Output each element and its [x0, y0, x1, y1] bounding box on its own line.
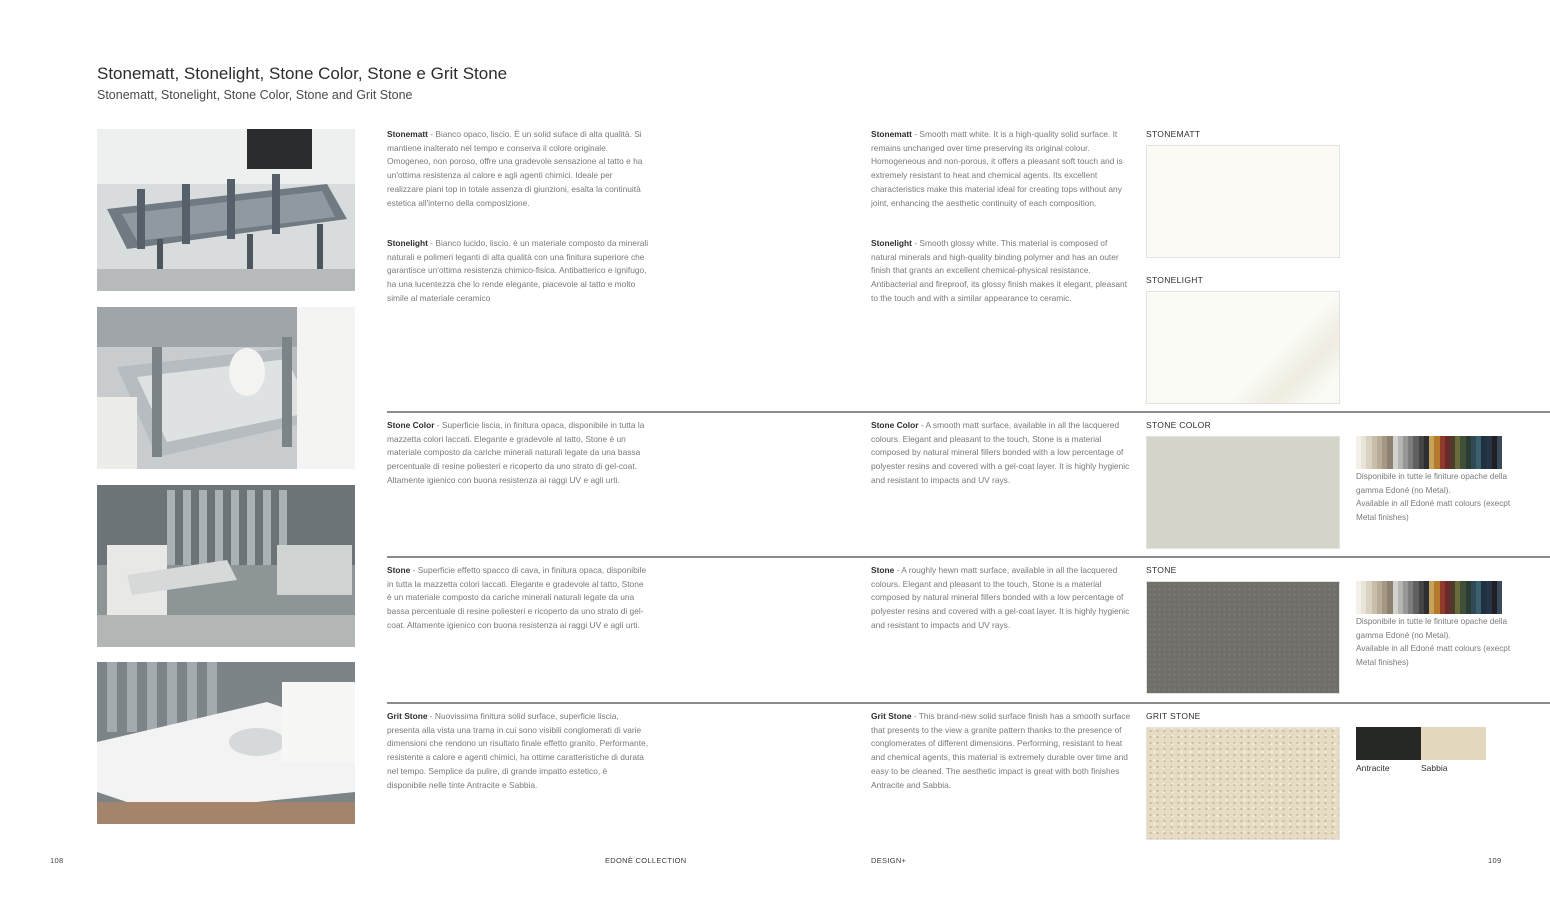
antracite-swatch: [1356, 727, 1421, 760]
footer-line: DESIGN+: [871, 856, 907, 865]
availability-text-it: Disponibile in tutte le finiture opache della gamma Edoné (no Metal).: [1356, 617, 1508, 640]
stone-color-description-it: Stone Color - Superficie liscia, in finitura opaca, disponibile in tutta la mazzetta colori laccati. Elegante e gradevole al tatto, Stone è un materiale composto da cariche minerali naturali legate da una bassa percentuale di resine poliesteri e ricoperto da uno strato di gel-coat. Altamente igienico con buona resistenza ai raggi UV e agli urti.: [387, 420, 645, 485]
stonelight-description-it: Stonelight - Bianco lucido, liscio. è un materiale composto da minerali naturali e polimeri leganti di alta qualità con una finitura superiore che garantisce un'ottima resistenza chimico-fisica. Antibatterico e ignifugo, ha una lucentezza che lo rende elegante, piacevole al tatto e molto simile al materiale ceramico: [387, 238, 649, 303]
page-subtitle: Stonematt, Stonelight, Stone Color, Stone and Grit Stone: [97, 88, 413, 102]
availability-text-en: Available in all Edoné matt colours (execpt Metal finishes): [1356, 644, 1511, 668]
footer-brand: EDONÈ COLLECTION: [605, 856, 687, 865]
stone-color-label: STONE COLOR: [1146, 420, 1212, 430]
stone-color-description-en: Stone Color - A smooth matt surface, available in all the lacquered colours. Elegant and pleasant to the touch, Stone is a material composed by natural mineral fillers bonded with a low percentage of polyester resins and covered with a gel-coat layer. It is highly hygienic and resistant to impacts and UV rays.: [871, 420, 1130, 485]
stonelight-label: STONELIGHT: [1146, 275, 1204, 285]
production-photo-mould-frame: [97, 129, 355, 291]
stone-label: STONE: [1146, 565, 1177, 575]
production-photo-worker-mould: [97, 307, 355, 469]
sabbia-swatch: [1421, 727, 1486, 760]
stone-description-en: Stone - A roughly hewn matt surface, available in all the lacquered colours. Elegant and pleasant to the touch, Stone is a material composed by natural mineral fillers bonded with a low percentage of polyester resins and covered with a gel-coat layer. It is highly hygienic and resistant to impacts and UV rays.: [871, 565, 1130, 630]
grit-stone-swatch: [1146, 727, 1340, 840]
section-divider: [387, 411, 1550, 413]
stone-swatch: [1146, 581, 1340, 694]
grit-stone-label: GRIT STONE: [1146, 711, 1201, 721]
page-title: Stonematt, Stonelight, Stone Color, Stone e Grit Stone: [97, 64, 508, 83]
palette-color-chip: [1497, 581, 1502, 614]
antracite-label: Antracite: [1356, 763, 1390, 773]
stone-description-it: Stone - Superficie effetto spacco di cava, in finitura opaca, disponibile in tutta la mazzetta colori laccati. Elegante e gradevole al tatto, Stone è un materiale composto da cariche minerali naturali legate da una bassa percentuale di resine poliesteri e ricoperto da uno strato di gel-coat. Altamente igienico con buona resistenza ai raggi UV e agli urti.: [387, 565, 647, 630]
page-number-right: 109: [1488, 856, 1502, 865]
stone-color-swatch: [1146, 436, 1340, 549]
stonematt-description-it: Stonematt - Bianco opaco, liscio. È un solid suface di alta qualità. Si mantiene inalterato nel tempo e conserva il colore originale. Omogeneo, non poroso, offre una gradevole sensazione al tatto e ha un'ottima resistenza al calore e agli agenti chimici. Ideale per realizzare piani top in totale assenza di giunzioni, esalta la continuità estetica all'interno della composizione.: [387, 129, 643, 208]
stone-palette-strip: [1356, 581, 1502, 614]
stonelight-description-en: Stonelight - Smooth glossy white. This material is composed of natural minerals and high-quality binding polymer and has an outer finish that grants an excellent chemical-physical resistance. Antibacterial and fireproof, its glossy finish makes it elegant, pleasant to the touch and with a similar appearance to ceramic.: [871, 238, 1128, 303]
stone-color-availability: [1356, 470, 1516, 525]
availability-text-it: Disponibile in tutte le finiture opache della gamma Edoné (no Metal).: [1356, 472, 1508, 495]
production-photo-polishing: [97, 662, 355, 824]
sabbia-label: Sabbia: [1421, 763, 1448, 773]
stone-color-palette-strip: [1356, 436, 1502, 469]
stone-availability: [1356, 615, 1516, 670]
grit-stone-description-en: Grit Stone - This brand-new solid surface finish has a smooth surface that presents to the view a granite pattern thanks to the presence of conglomerates of different dimensions. Performing, resistant to heat and chemical agents, this material is extremely durable over time and easy to be cleaned. The aesthetic impact is great with both finishes Antracite and Sabbia.: [871, 711, 1131, 790]
availability-text-en: Available in all Edoné matt colours (execpt Metal finishes): [1356, 499, 1511, 523]
section-divider: [387, 702, 1550, 704]
stonematt-description-en: Stonematt - Smooth matt white. It is a high-quality solid surface. It remains unchanged over time preserving its original colour. Homogeneous and non-porous, it offers a pleasant soft touch and is extremely resistant to heat and chemical agents. Its excellent characteristics make this material ideal for creating tops without any joint, enhancing the aesthetic continuity of each composition.: [871, 129, 1123, 208]
stonelight-swatch: [1146, 291, 1340, 404]
page-number-left: 108: [50, 856, 64, 865]
stonematt-label: STONEMATT: [1146, 129, 1201, 139]
grit-stone-description-it: Grit Stone - Nuovissima finitura solid surface, superficie liscia, presenta alla vista una trama in cui sono visibili conglomerati di varie dimensioni che rendono un risultato finale effetto granito. Performante, resistente a calore e agenti chimici, ha ottime caratteristiche di durata nel tempo. Semplice da pulire, di grande impatto estetico, è disponibile nelle tinte Antracite e Sabbia.: [387, 711, 649, 790]
palette-color-chip: [1497, 436, 1502, 469]
section-divider: [387, 556, 1550, 558]
stonematt-swatch: [1146, 145, 1340, 258]
production-photo-workshop: [97, 485, 355, 647]
